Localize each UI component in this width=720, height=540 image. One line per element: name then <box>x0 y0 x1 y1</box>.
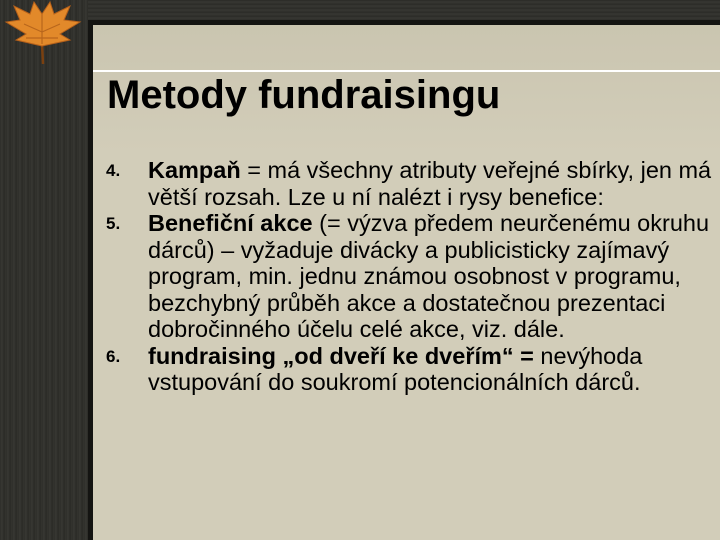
item-text: = má všechny atributy veřejné sbírky, jen má větší rozsah. Lze u ní nalézt i rysy benefice: <box>148 157 712 210</box>
item-term: Kampaň <box>148 157 241 183</box>
top-decor-strip <box>88 0 720 20</box>
list-item-kampan <box>106 157 714 210</box>
list-item-fundraising-door-to-door <box>106 342 714 396</box>
body-list <box>106 157 714 396</box>
item-text: nevýhoda vstupování do soukromí potencionálních dárců. <box>148 342 643 395</box>
item-term: Benefiční akce <box>148 210 313 236</box>
list-number: 4. <box>106 161 121 180</box>
left-decor-strip <box>0 0 88 540</box>
item-text: (= výzva předem neurčenému okruhu dárců) – vyžaduje divácky a publicisticky zajímavý program, min. jednu známou osobnost v programu, bezchybný průběh akce a dostatečnou prezentaci dobročinného účelu celé akce, viz. dále. <box>148 210 710 342</box>
list-number: 5. <box>106 214 121 233</box>
item-term: fundraising „od dveří ke dveřím“ = <box>148 342 534 369</box>
list-number: 6. <box>106 346 121 366</box>
autumn-leaf-icon <box>2 0 84 66</box>
list-item-beneficni-akce <box>106 210 714 343</box>
page-title: Metody fundraisingu <box>107 73 501 117</box>
